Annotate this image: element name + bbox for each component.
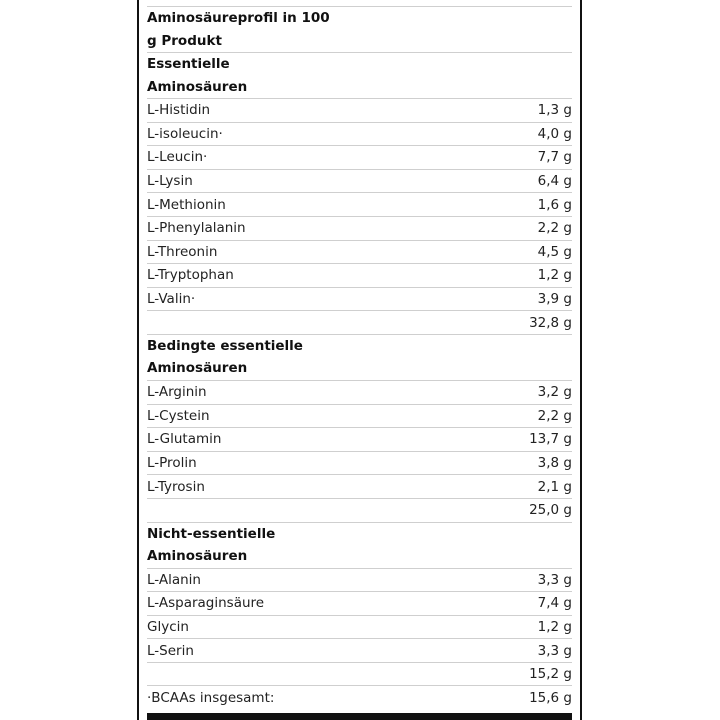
amino-acid-row — [147, 287, 572, 311]
amino-acid-row — [147, 122, 572, 146]
section-total-value: 15,2 g — [529, 666, 572, 683]
amino-acid-name: L-Alanin — [147, 571, 201, 588]
amino-acid-name: L-Phenylalanin — [147, 220, 246, 237]
bcaa-total-row — [147, 685, 572, 709]
amino-acid-name: L-Asparaginsäure — [147, 595, 265, 612]
amino-acid-row — [147, 169, 572, 193]
amino-acid-value: 4,5 g — [537, 243, 572, 260]
amino-acid-row — [147, 591, 572, 615]
amino-acid-name: L-Methionin — [147, 196, 226, 213]
amino-acid-name: L-Glutamin — [147, 431, 222, 448]
section-heading-line: Aminosäuren — [147, 78, 248, 95]
amino-acid-name: L-Prolin — [147, 455, 197, 472]
section-heading-line: Aminosäuren — [147, 548, 248, 564]
amino-acid-table-panel — [137, 0, 582, 720]
section-heading — [147, 522, 572, 568]
amino-acid-value: 13,7 g — [529, 431, 572, 448]
amino-acid-row — [147, 638, 572, 662]
amino-acid-name: L-Threonin — [147, 243, 218, 260]
amino-acid-row — [147, 145, 572, 169]
amino-acid-name: L-Histidin — [147, 102, 211, 119]
amino-acid-row — [147, 404, 572, 428]
amino-acid-value: 3,2 g — [537, 384, 572, 401]
sections-container — [147, 52, 572, 685]
amino-acid-name: L-Valin· — [147, 291, 196, 308]
amino-acid-row — [147, 98, 572, 122]
amino-acid-value: 4,0 g — [537, 125, 572, 142]
bcaa-label: ·BCAAs insgesamt: — [147, 689, 275, 706]
amino-acid-name: L-Leucin· — [147, 149, 208, 166]
amino-acid-row — [147, 474, 572, 498]
section-heading-line: Essentielle — [147, 56, 230, 72]
amino-acid-row — [147, 615, 572, 639]
section-total-value: 25,0 g — [529, 502, 572, 519]
section-heading-line: Aminosäuren — [147, 360, 248, 377]
amino-acid-table — [147, 6, 572, 709]
amino-acid-row — [147, 263, 572, 287]
amino-acid-name: L-Tyrosin — [147, 478, 205, 495]
amino-acid-value: 1,3 g — [537, 102, 572, 119]
amino-acid-name: L-Serin — [147, 642, 194, 659]
amino-acid-value: 7,4 g — [537, 595, 572, 612]
section-heading-line: Bedingte essentielle — [147, 337, 303, 354]
amino-acid-name: Glycin — [147, 618, 189, 635]
amino-acid-row — [147, 240, 572, 264]
section-total-row — [147, 662, 572, 686]
section-heading — [147, 334, 572, 380]
amino-acid-value: 6,4 g — [537, 173, 572, 190]
section-heading — [147, 52, 572, 98]
amino-acid-name: L-Tryptophan — [147, 267, 234, 284]
amino-acid-value: 7,7 g — [537, 149, 572, 166]
bcaa-value: 15,6 g — [529, 689, 572, 706]
amino-acid-value: 3,3 g — [537, 571, 572, 588]
amino-acid-value: 1,6 g — [537, 196, 572, 213]
amino-acid-value: 2,2 g — [537, 407, 572, 424]
amino-acid-row — [147, 427, 572, 451]
table-title-line-2: g Produkt — [147, 32, 222, 49]
amino-acid-row — [147, 451, 572, 475]
table-title — [147, 6, 572, 52]
bottom-bar — [147, 713, 572, 720]
amino-acid-name: L-Cystein — [147, 407, 210, 424]
amino-acid-value: 3,8 g — [537, 455, 572, 472]
amino-acid-name: L-Lysin — [147, 173, 193, 190]
amino-acid-value: 1,2 g — [537, 267, 572, 284]
amino-acid-value: 2,1 g — [537, 478, 572, 495]
amino-acid-row — [147, 380, 572, 404]
amino-acid-value: 1,2 g — [537, 618, 572, 635]
amino-acid-row — [147, 568, 572, 592]
section-total-row — [147, 498, 572, 522]
amino-acid-name: L-Arginin — [147, 384, 207, 401]
section-total-value: 32,8 g — [529, 314, 572, 331]
amino-acid-name: L-isoleucin· — [147, 125, 223, 142]
amino-acid-value: 2,2 g — [537, 220, 572, 237]
amino-acid-value: 3,9 g — [537, 291, 572, 308]
section-heading-line: Nicht-essentielle — [147, 525, 276, 542]
amino-acid-row — [147, 216, 572, 240]
amino-acid-value: 3,3 g — [537, 642, 572, 659]
table-title-line-1: Aminosäureprofil in 100 — [147, 10, 330, 26]
section-total-row — [147, 310, 572, 334]
amino-acid-row — [147, 192, 572, 216]
